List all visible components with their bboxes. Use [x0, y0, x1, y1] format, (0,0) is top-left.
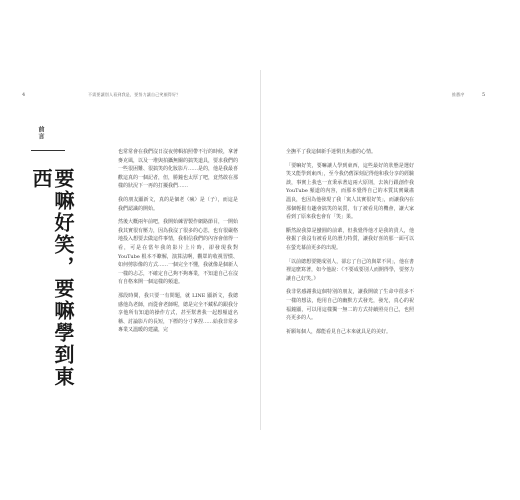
left-running-header: 不需要讓別人看到我是，要努力讓自己笑顏得好？: [88, 92, 181, 97]
paragraph: 全撫平了我這個新手迷惘且焦慮的心情。: [286, 149, 377, 155]
paragraph: 那段時間，我只要一有問題，就 LINE 顯新文，我總感他為老師，而從會老師呢，總是完全不藏私的跟我分享他所有知道的操作方式，甚至幫著我一起想頻道名稱、討論影片的長短，下標的分寸拿捏……給我非常多專業又溫暖的建議，完: [118, 292, 239, 334]
paragraph: 然後大概兩年前吧，我開始練習製作網路節目，一開始我其實很有壓力，因為我沒了很多的心思，也有很嚴格地投入想要去做這件事情，我相信我們的內容會值得一看，可是在當年我的影片上片時，卻發現我對 YouTube 根本不瞭解，演算法啊，觀眾的收視習慣、如何剪影像的方式……一個完全不懂，我就像是個新人一樣的忐忑，不確定自己夠不夠專業，不知道自己在沒有自格來開一個這樣的頻道。: [118, 219, 239, 286]
right-body-text: [286, 148, 414, 341]
section-divider: [31, 150, 65, 151]
right-running-header: 推薦序: [452, 92, 465, 97]
paragraph: 我非常感謝我這個特別的朋友，讓我開啟了生命中很多不一樣的想法，他用自己的幽默方式發光，發光，真心的祝福鐘顯，可以用這樣獨一無二的方式持續照亮自己，也照亮更多的人。: [286, 289, 414, 322]
paragraph: 我的朋友顯新文，真的是個老（瘋）是（子），而這是我們認識的開始。: [118, 196, 238, 212]
left-page-number: 4: [22, 92, 26, 98]
left-body-text: [118, 148, 238, 340]
chapter-title: 要嘛好笑，要嘛學到東西: [29, 168, 75, 388]
paragraph: 「要嘛好笑，要嘛讓人學到東西，這些最好的狀態是選好笑又能學到東西」，至今我仍舊深刻記得他和我分享的經驗談，事實上我也一直秉承著這兩大原則，去執行跟創作我 YouTube 頻道的內容，而那本覺得自己的本質其實嚴肅溫良，也因為他發現了我「寓人其實很好笑」，而讓我內在那個輕鬆有趣會搞笑的氣質，有了被看見的機會，讓大家看到了原來我也會有「笑」果。: [286, 162, 414, 221]
paragraph: 「以前總想要變成別人，卻忘了自己的與眾不同」，他在書裡這麼寫著，如今他說：《不要成要別人而開得學，要努力讓自己好笑。》: [286, 258, 414, 282]
paragraph: 也常常會在我們沒日沒夜剪輯拍照帶不行的時候，拿著麥克風，以及一堆與拍攝無關的搞笑道具，要求我們的一些很困難、很搞笑的化妝影片……是的，他是我最喜歡這真的一個記者，但，勝鐘也太厚了吧，竟然敢在那樣的狀況下一再的打擾我們……: [118, 149, 239, 190]
paragraph: 祈願每個人，都能看見自己本來就具足的美好。: [286, 328, 392, 335]
right-page-number: 5: [482, 92, 486, 98]
section-label: 前言: [37, 126, 44, 140]
paragraph: 斷然說我算是蠻圓的前輩，但我覺得他才是我的貴人，他發掘了我沒有被看見的潛力特質，讓我好喜的那一面可以在螢光幕前更多的出現。: [286, 227, 414, 251]
